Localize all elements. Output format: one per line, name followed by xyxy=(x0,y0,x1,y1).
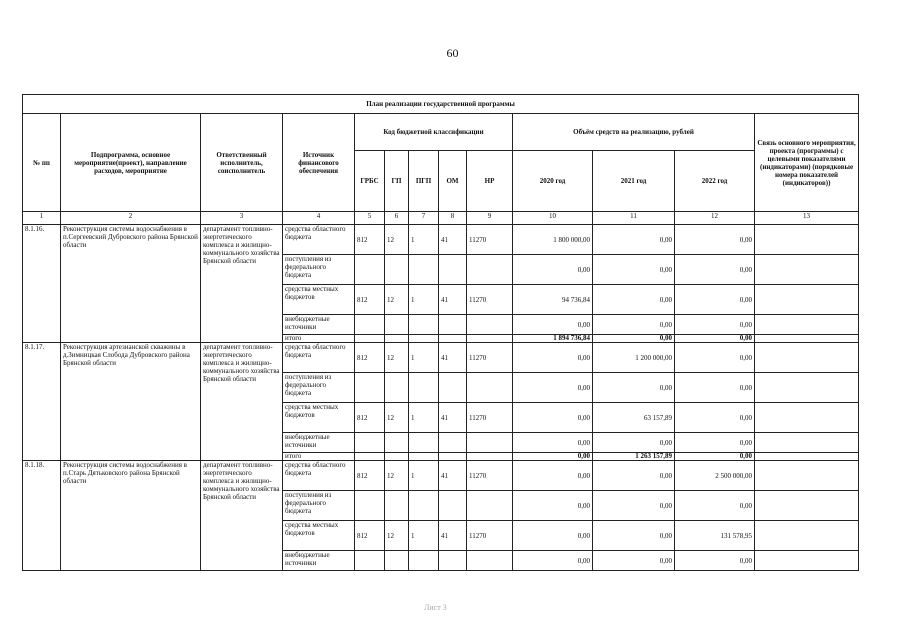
total-y2020: 0,00 xyxy=(513,453,593,461)
column-number: 7 xyxy=(409,212,439,225)
indicator-link xyxy=(755,461,859,491)
funding-source: поступления из федерального бюджета xyxy=(283,491,355,521)
amount-y2021: 0,00 xyxy=(593,255,675,285)
total-code-empty xyxy=(467,335,513,343)
amount-y2020: 94 736,84 xyxy=(513,285,593,315)
table-title: План реализации государственной программы xyxy=(23,95,859,114)
amount-y2021: 0,00 xyxy=(593,225,675,255)
indicator-link xyxy=(755,225,859,255)
header-executor: Ответственный исполнитель, соисполнитель xyxy=(201,114,283,212)
code-om: 41 xyxy=(439,285,467,315)
funding-source: средства местных бюджетов xyxy=(283,285,355,315)
code-om: 41 xyxy=(439,461,467,491)
code-nr: 11270 xyxy=(467,225,513,255)
code-gp xyxy=(385,255,409,285)
header-subprogram: Подпрограмма, основное мероприятие(проект), направление расходов, мероприятие xyxy=(61,114,201,212)
amount-y2021: 0,00 xyxy=(593,551,675,571)
amount-y2020: 0,00 xyxy=(513,315,593,335)
code-nr: 11270 xyxy=(467,461,513,491)
code-nr: 11270 xyxy=(467,403,513,433)
code-gp xyxy=(385,433,409,453)
code-gp xyxy=(385,551,409,571)
column-number: 8 xyxy=(439,212,467,225)
code-om xyxy=(439,551,467,571)
code-pgp xyxy=(409,551,439,571)
code-nr xyxy=(467,491,513,521)
code-om xyxy=(439,315,467,335)
code-pgp xyxy=(409,491,439,521)
amount-y2022: 0,00 xyxy=(675,315,755,335)
total-code-empty xyxy=(385,335,409,343)
indicator-link xyxy=(755,373,859,403)
code-nr xyxy=(467,255,513,285)
amount-y2022: 0,00 xyxy=(675,285,755,315)
code-grbs xyxy=(355,433,385,453)
column-number-row xyxy=(23,212,859,225)
column-number: 6 xyxy=(385,212,409,225)
indicator-link xyxy=(755,403,859,433)
code-grbs: 812 xyxy=(355,285,385,315)
header-no: № пп xyxy=(23,114,61,212)
header-om: ОМ xyxy=(439,151,467,212)
row-number: 8.1.18. xyxy=(23,461,61,571)
code-pgp: 1 xyxy=(409,343,439,373)
funding-source: внебюджетные источники xyxy=(283,433,355,453)
code-gp: 12 xyxy=(385,225,409,255)
funding-source: средства областного бюджета xyxy=(283,225,355,255)
header-2022: 2022 год xyxy=(675,151,755,212)
code-pgp: 1 xyxy=(409,403,439,433)
code-pgp: 1 xyxy=(409,225,439,255)
code-gp xyxy=(385,491,409,521)
column-number: 10 xyxy=(513,212,593,225)
code-grbs xyxy=(355,315,385,335)
total-code-empty xyxy=(355,453,385,461)
amount-y2021: 0,00 xyxy=(593,491,675,521)
column-number: 4 xyxy=(283,212,355,225)
code-grbs: 812 xyxy=(355,403,385,433)
indicator-link xyxy=(755,433,859,453)
total-code-empty xyxy=(439,335,467,343)
funding-source: средства областного бюджета xyxy=(283,343,355,373)
code-pgp xyxy=(409,315,439,335)
header-budget-code: Код бюджетной классификации xyxy=(355,114,513,151)
executor: департамент топливно-энергетического комплекса и жилищно-коммунального хозяйства Брянской области xyxy=(201,461,283,571)
code-gp: 12 xyxy=(385,403,409,433)
amount-y2022: 131 578,95 xyxy=(675,521,755,551)
amount-y2022: 0,00 xyxy=(675,373,755,403)
executor: департамент топливно-энергетического комплекса и жилищно-коммунального хозяйства Брянской области xyxy=(201,225,283,343)
amount-y2021: 0,00 xyxy=(593,373,675,403)
indicator-link xyxy=(755,551,859,571)
funding-source: внебюджетные источники xyxy=(283,551,355,571)
funding-source: средства областного бюджета xyxy=(283,461,355,491)
code-om: 41 xyxy=(439,521,467,551)
amount-y2022: 0,00 xyxy=(675,491,755,521)
total-label: итого xyxy=(283,453,355,461)
code-grbs: 812 xyxy=(355,225,385,255)
code-nr: 11270 xyxy=(467,521,513,551)
indicator-link xyxy=(755,335,859,343)
indicator-link xyxy=(755,491,859,521)
header-nr: НР xyxy=(467,151,513,212)
code-om: 41 xyxy=(439,343,467,373)
measure-name: Реконструкция артезианской скважины в д.Зимницкая Слобода Дубровского района Брянской области xyxy=(61,343,201,461)
indicator-link xyxy=(755,453,859,461)
funding-source: поступления из федерального бюджета xyxy=(283,373,355,403)
amount-y2021: 0,00 xyxy=(593,521,675,551)
indicator-link xyxy=(755,285,859,315)
measure-name: Реконструкция системы водоснабжения в п.Старь Дятьковского района Брянской области xyxy=(61,461,201,571)
funding-source: средства местных бюджетов xyxy=(283,521,355,551)
amount-y2020: 0,00 xyxy=(513,521,593,551)
code-gp: 12 xyxy=(385,343,409,373)
funding-source: средства местных бюджетов xyxy=(283,403,355,433)
header-pgp: ПГП xyxy=(409,151,439,212)
total-y2021: 0,00 xyxy=(593,335,675,343)
amount-y2020: 0,00 xyxy=(513,343,593,373)
indicator-link xyxy=(755,343,859,373)
header-source: Источник финансового обеспечения xyxy=(283,114,355,212)
header-2020: 2020 год xyxy=(513,151,593,212)
column-number: 9 xyxy=(467,212,513,225)
total-y2021: 1 263 157,89 xyxy=(593,453,675,461)
executor: департамент топливно-энергетического комплекса и жилищно-коммунального хозяйства Брянской области xyxy=(201,343,283,461)
code-nr xyxy=(467,433,513,453)
header-2021: 2021 год xyxy=(593,151,675,212)
code-pgp xyxy=(409,255,439,285)
funding-source: внебюджетные источники xyxy=(283,315,355,335)
code-pgp: 1 xyxy=(409,521,439,551)
code-grbs xyxy=(355,491,385,521)
code-om xyxy=(439,373,467,403)
code-pgp xyxy=(409,433,439,453)
column-number: 5 xyxy=(355,212,385,225)
amount-y2020: 0,00 xyxy=(513,433,593,453)
code-om xyxy=(439,491,467,521)
code-om xyxy=(439,433,467,453)
code-om: 41 xyxy=(439,225,467,255)
code-gp: 12 xyxy=(385,521,409,551)
code-nr: 11270 xyxy=(467,343,513,373)
amount-y2020: 0,00 xyxy=(513,255,593,285)
amount-y2022: 0,00 xyxy=(675,343,755,373)
total-code-empty xyxy=(409,335,439,343)
code-gp xyxy=(385,315,409,335)
code-grbs xyxy=(355,551,385,571)
amount-y2021: 0,00 xyxy=(593,315,675,335)
total-y2022: 0,00 xyxy=(675,453,755,461)
column-number: 2 xyxy=(61,212,201,225)
amount-y2020: 0,00 xyxy=(513,461,593,491)
row-number: 8.1.17. xyxy=(23,343,61,461)
amount-y2020: 1 800 000,00 xyxy=(513,225,593,255)
indicator-link xyxy=(755,315,859,335)
code-nr xyxy=(467,373,513,403)
table-row xyxy=(23,225,859,255)
code-nr xyxy=(467,315,513,335)
code-grbs xyxy=(355,255,385,285)
indicator-link xyxy=(755,521,859,551)
amount-y2022: 0,00 xyxy=(675,551,755,571)
header-amount: Объём средств на реализацию, рублей xyxy=(513,114,755,151)
amount-y2022: 0,00 xyxy=(675,433,755,453)
total-y2020: 1 894 736,84 xyxy=(513,335,593,343)
total-code-empty xyxy=(467,453,513,461)
indicator-link xyxy=(755,255,859,285)
code-om xyxy=(439,255,467,285)
code-pgp: 1 xyxy=(409,285,439,315)
amount-y2021: 63 157,89 xyxy=(593,403,675,433)
column-number: 12 xyxy=(675,212,755,225)
amount-y2022: 0,00 xyxy=(675,255,755,285)
funding-source: поступления из федерального бюджета xyxy=(283,255,355,285)
amount-y2022: 0,00 xyxy=(675,403,755,433)
table-row xyxy=(23,343,859,373)
code-gp: 12 xyxy=(385,285,409,315)
table-body xyxy=(23,212,859,571)
column-number: 3 xyxy=(201,212,283,225)
footer-mark: Лист 3 xyxy=(424,603,447,612)
page-number: 60 xyxy=(446,46,459,60)
code-nr xyxy=(467,551,513,571)
code-grbs: 812 xyxy=(355,521,385,551)
header-grbs: ГРБС xyxy=(355,151,385,212)
code-gp xyxy=(385,373,409,403)
total-code-empty xyxy=(439,453,467,461)
amount-y2021: 0,00 xyxy=(593,433,675,453)
amount-y2020: 0,00 xyxy=(513,491,593,521)
header-link: Связь основного мероприятия, проекта (программы) с целевыми показателями (индикаторами) (порядковые номера показателей (индикаторов)) xyxy=(755,114,859,212)
total-code-empty xyxy=(409,453,439,461)
total-code-empty xyxy=(385,453,409,461)
table-row xyxy=(23,461,859,491)
column-number: 1 xyxy=(23,212,61,225)
row-number: 8.1.16. xyxy=(23,225,61,343)
column-number: 13 xyxy=(755,212,859,225)
amount-y2022: 2 500 000,00 xyxy=(675,461,755,491)
total-code-empty xyxy=(355,335,385,343)
code-pgp: 1 xyxy=(409,461,439,491)
amount-y2021: 0,00 xyxy=(593,285,675,315)
code-grbs: 812 xyxy=(355,343,385,373)
header-gp: ГП xyxy=(385,151,409,212)
total-y2022: 0,00 xyxy=(675,335,755,343)
code-grbs xyxy=(355,373,385,403)
measure-name: Реконструкция системы водоснабжения в п.Сергеевский Дубровского района Брянской области xyxy=(61,225,201,343)
code-om: 41 xyxy=(439,403,467,433)
code-grbs: 812 xyxy=(355,461,385,491)
amount-y2020: 0,00 xyxy=(513,373,593,403)
code-nr: 11270 xyxy=(467,285,513,315)
amount-y2021: 1 200 000,00 xyxy=(593,343,675,373)
amount-y2020: 0,00 xyxy=(513,403,593,433)
plan-table xyxy=(22,94,859,571)
amount-y2022: 0,00 xyxy=(675,225,755,255)
amount-y2021: 0,00 xyxy=(593,461,675,491)
column-number: 11 xyxy=(593,212,675,225)
total-label: итого xyxy=(283,335,355,343)
code-gp: 12 xyxy=(385,461,409,491)
code-pgp xyxy=(409,373,439,403)
amount-y2020: 0,00 xyxy=(513,551,593,571)
